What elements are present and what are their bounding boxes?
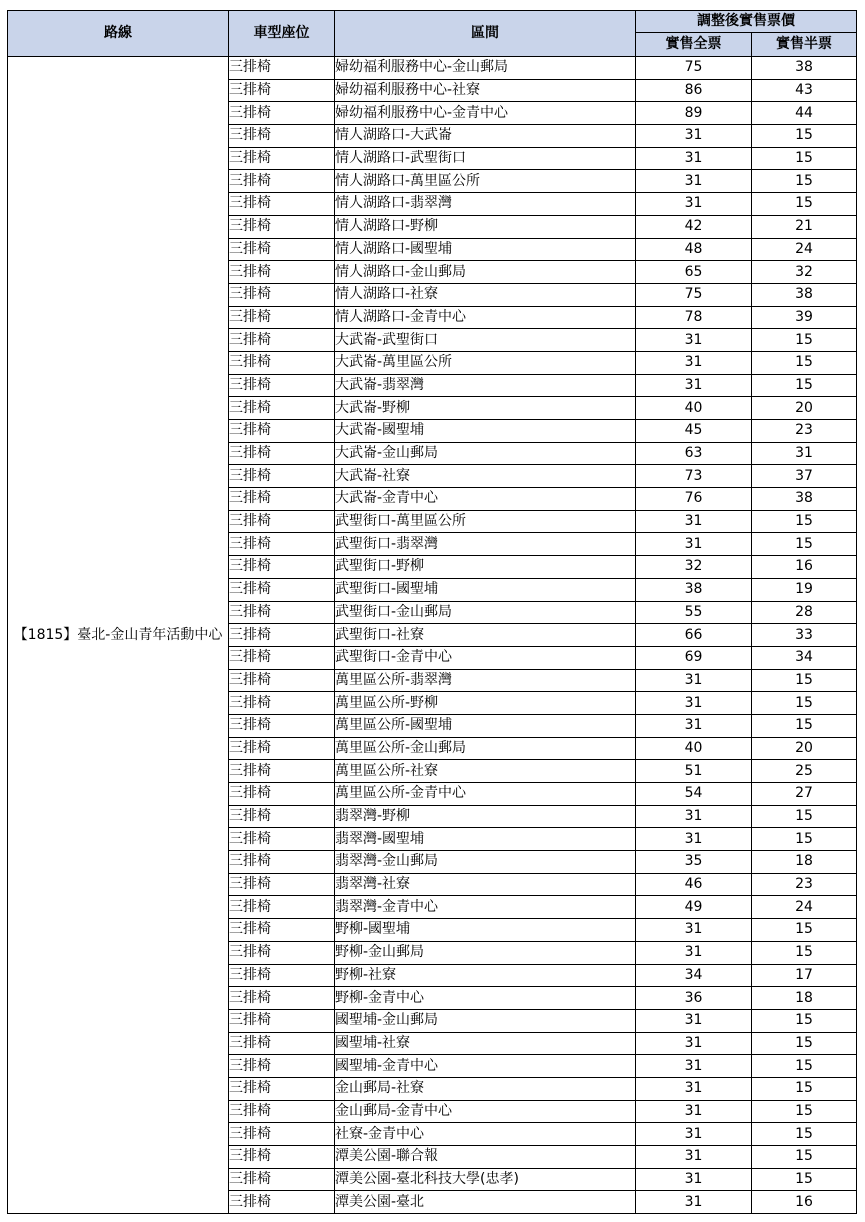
section-cell: 情人湖路口-國聖埔 [335, 238, 636, 261]
section-cell: 大武崙-萬里區公所 [335, 351, 636, 374]
section-cell: 情人湖路口-萬里區公所 [335, 170, 636, 193]
seat-type-cell: 三排椅 [229, 692, 335, 715]
section-cell: 大武崙-國聖埔 [335, 420, 636, 443]
half-fare-cell: 15 [752, 941, 857, 964]
full-fare-header: 實售全票 [636, 33, 752, 57]
section-cell: 武聖街口-翡翠灣 [335, 533, 636, 556]
half-fare-cell: 38 [752, 57, 857, 80]
seat-type-cell: 三排椅 [229, 578, 335, 601]
full-fare-cell: 36 [636, 987, 752, 1010]
full-fare-cell: 31 [636, 533, 752, 556]
full-fare-cell: 49 [636, 896, 752, 919]
full-fare-cell: 31 [636, 1009, 752, 1032]
full-fare-cell: 48 [636, 238, 752, 261]
seat-type-cell: 三排椅 [229, 987, 335, 1010]
half-fare-cell: 15 [752, 1077, 857, 1100]
seat-type-cell: 三排椅 [229, 488, 335, 511]
full-fare-cell: 32 [636, 556, 752, 579]
half-fare-cell: 20 [752, 737, 857, 760]
seat-type-cell: 三排椅 [229, 193, 335, 216]
section-cell: 國聖埔-金青中心 [335, 1055, 636, 1078]
half-fare-cell: 15 [752, 170, 857, 193]
seat-type-cell: 三排椅 [229, 283, 335, 306]
half-fare-cell: 21 [752, 215, 857, 238]
seat-type-cell: 三排椅 [229, 919, 335, 942]
section-cell: 野柳-國聖埔 [335, 919, 636, 942]
half-fare-cell: 15 [752, 805, 857, 828]
full-fare-cell: 78 [636, 306, 752, 329]
half-fare-cell: 44 [752, 102, 857, 125]
full-fare-cell: 38 [636, 578, 752, 601]
half-fare-cell: 15 [752, 1168, 857, 1191]
half-fare-cell: 23 [752, 420, 857, 443]
section-cell: 翡翠灣-社寮 [335, 873, 636, 896]
seat-type-cell: 三排椅 [229, 805, 335, 828]
half-fare-cell: 43 [752, 79, 857, 102]
section-header: 區間 [335, 11, 636, 57]
seat-type-cell: 三排椅 [229, 714, 335, 737]
full-fare-cell: 31 [636, 193, 752, 216]
section-cell: 情人湖路口-大武崙 [335, 125, 636, 148]
seat-type-cell: 三排椅 [229, 1168, 335, 1191]
half-fare-cell: 15 [752, 125, 857, 148]
full-fare-cell: 31 [636, 1055, 752, 1078]
seat-type-cell: 三排椅 [229, 556, 335, 579]
full-fare-cell: 31 [636, 351, 752, 374]
half-fare-cell: 38 [752, 488, 857, 511]
seat-type-cell: 三排椅 [229, 1032, 335, 1055]
full-fare-cell: 31 [636, 941, 752, 964]
full-fare-cell: 40 [636, 737, 752, 760]
section-cell: 大武崙-野柳 [335, 397, 636, 420]
seat-type-cell: 三排椅 [229, 79, 335, 102]
route-name-cell: 【1815】臺北-金山青年活動中心 [8, 57, 229, 1214]
seat-type-cell: 三排椅 [229, 102, 335, 125]
section-cell: 大武崙-金青中心 [335, 488, 636, 511]
full-fare-cell: 31 [636, 147, 752, 170]
full-fare-cell: 31 [636, 170, 752, 193]
seat-type-header: 車型座位 [229, 11, 335, 57]
full-fare-cell: 31 [636, 828, 752, 851]
seat-type-cell: 三排椅 [229, 57, 335, 80]
seat-type-cell: 三排椅 [229, 1055, 335, 1078]
full-fare-cell: 31 [636, 919, 752, 942]
full-fare-cell: 86 [636, 79, 752, 102]
full-fare-cell: 31 [636, 1191, 752, 1214]
half-fare-cell: 15 [752, 193, 857, 216]
section-cell: 大武崙-社寮 [335, 465, 636, 488]
half-fare-cell: 15 [752, 147, 857, 170]
full-fare-cell: 76 [636, 488, 752, 511]
half-fare-cell: 15 [752, 374, 857, 397]
full-fare-cell: 42 [636, 215, 752, 238]
section-cell: 翡翠灣-金山郵局 [335, 851, 636, 874]
half-fare-cell: 16 [752, 556, 857, 579]
half-fare-cell: 15 [752, 1009, 857, 1032]
full-fare-cell: 75 [636, 57, 752, 80]
seat-type-cell: 三排椅 [229, 851, 335, 874]
half-fare-cell: 15 [752, 510, 857, 533]
half-fare-cell: 18 [752, 987, 857, 1010]
seat-type-cell: 三排椅 [229, 442, 335, 465]
full-fare-cell: 31 [636, 1123, 752, 1146]
full-fare-cell: 69 [636, 646, 752, 669]
section-cell: 武聖街口-野柳 [335, 556, 636, 579]
seat-type-cell: 三排椅 [229, 669, 335, 692]
seat-type-cell: 三排椅 [229, 170, 335, 193]
seat-type-cell: 三排椅 [229, 624, 335, 647]
table-body [8, 57, 857, 1214]
adjusted-fare-header: 調整後實售票價 [636, 11, 857, 33]
section-cell: 大武崙-武聖街口 [335, 329, 636, 352]
half-fare-cell: 31 [752, 442, 857, 465]
full-fare-cell: 31 [636, 1077, 752, 1100]
section-cell: 大武崙-金山郵局 [335, 442, 636, 465]
section-cell: 翡翠灣-野柳 [335, 805, 636, 828]
half-fare-cell: 15 [752, 714, 857, 737]
full-fare-cell: 31 [636, 125, 752, 148]
full-fare-cell: 34 [636, 964, 752, 987]
full-fare-cell: 75 [636, 283, 752, 306]
half-fare-cell: 38 [752, 283, 857, 306]
section-cell: 武聖街口-萬里區公所 [335, 510, 636, 533]
section-cell: 情人湖路口-金青中心 [335, 306, 636, 329]
section-cell: 潭美公園-臺北 [335, 1191, 636, 1214]
section-cell: 萬里區公所-翡翠灣 [335, 669, 636, 692]
seat-type-cell: 三排椅 [229, 896, 335, 919]
full-fare-cell: 31 [636, 1168, 752, 1191]
half-fare-cell: 25 [752, 760, 857, 783]
seat-type-cell: 三排椅 [229, 374, 335, 397]
section-cell: 萬里區公所-金青中心 [335, 783, 636, 806]
full-fare-cell: 31 [636, 510, 752, 533]
seat-type-cell: 三排椅 [229, 1123, 335, 1146]
half-fare-cell: 20 [752, 397, 857, 420]
full-fare-cell: 73 [636, 465, 752, 488]
half-fare-cell: 28 [752, 601, 857, 624]
section-cell: 萬里區公所-國聖埔 [335, 714, 636, 737]
full-fare-cell: 51 [636, 760, 752, 783]
route-header: 路線 [8, 11, 229, 57]
half-fare-cell: 34 [752, 646, 857, 669]
seat-type-cell: 三排椅 [229, 1100, 335, 1123]
section-cell: 萬里區公所-野柳 [335, 692, 636, 715]
section-cell: 潭美公園-臺北科技大學(忠孝) [335, 1168, 636, 1191]
section-cell: 武聖街口-金青中心 [335, 646, 636, 669]
seat-type-cell: 三排椅 [229, 1009, 335, 1032]
half-fare-cell: 24 [752, 238, 857, 261]
half-fare-cell: 16 [752, 1191, 857, 1214]
full-fare-cell: 31 [636, 692, 752, 715]
seat-type-cell: 三排椅 [229, 329, 335, 352]
half-fare-cell: 15 [752, 919, 857, 942]
half-fare-cell: 15 [752, 329, 857, 352]
section-cell: 大武崙-翡翠灣 [335, 374, 636, 397]
section-cell: 潭美公園-聯合報 [335, 1146, 636, 1169]
seat-type-cell: 三排椅 [229, 737, 335, 760]
section-cell: 婦幼福利服務中心-金青中心 [335, 102, 636, 125]
half-fare-cell: 17 [752, 964, 857, 987]
half-fare-cell: 15 [752, 1032, 857, 1055]
seat-type-cell: 三排椅 [229, 397, 335, 420]
section-cell: 野柳-金青中心 [335, 987, 636, 1010]
full-fare-cell: 66 [636, 624, 752, 647]
half-fare-cell: 39 [752, 306, 857, 329]
seat-type-cell: 三排椅 [229, 601, 335, 624]
section-cell: 國聖埔-金山郵局 [335, 1009, 636, 1032]
half-fare-cell: 15 [752, 1123, 857, 1146]
seat-type-cell: 三排椅 [229, 873, 335, 896]
full-fare-cell: 31 [636, 374, 752, 397]
half-fare-cell: 24 [752, 896, 857, 919]
full-fare-cell: 55 [636, 601, 752, 624]
seat-type-cell: 三排椅 [229, 964, 335, 987]
seat-type-cell: 三排椅 [229, 306, 335, 329]
half-fare-cell: 15 [752, 1146, 857, 1169]
half-fare-cell: 37 [752, 465, 857, 488]
full-fare-cell: 45 [636, 420, 752, 443]
half-fare-cell: 15 [752, 1100, 857, 1123]
full-fare-cell: 65 [636, 261, 752, 284]
half-fare-cell: 15 [752, 351, 857, 374]
section-cell: 情人湖路口-野柳 [335, 215, 636, 238]
half-fare-cell: 15 [752, 692, 857, 715]
half-fare-cell: 15 [752, 533, 857, 556]
section-cell: 萬里區公所-社寮 [335, 760, 636, 783]
seat-type-cell: 三排椅 [229, 238, 335, 261]
fare-table [7, 10, 857, 1214]
section-cell: 野柳-社寮 [335, 964, 636, 987]
half-fare-cell: 32 [752, 261, 857, 284]
half-fare-cell: 15 [752, 1055, 857, 1078]
seat-type-cell: 三排椅 [229, 261, 335, 284]
section-cell: 武聖街口-金山郵局 [335, 601, 636, 624]
full-fare-cell: 40 [636, 397, 752, 420]
seat-type-cell: 三排椅 [229, 510, 335, 533]
section-cell: 婦幼福利服務中心-社寮 [335, 79, 636, 102]
section-cell: 情人湖路口-翡翠灣 [335, 193, 636, 216]
half-fare-cell: 23 [752, 873, 857, 896]
section-cell: 武聖街口-國聖埔 [335, 578, 636, 601]
section-cell: 金山郵局-社寮 [335, 1077, 636, 1100]
half-fare-cell: 33 [752, 624, 857, 647]
full-fare-cell: 35 [636, 851, 752, 874]
section-cell: 情人湖路口-社寮 [335, 283, 636, 306]
seat-type-cell: 三排椅 [229, 941, 335, 964]
table-row [8, 57, 857, 80]
section-cell: 國聖埔-社寮 [335, 1032, 636, 1055]
full-fare-cell: 31 [636, 805, 752, 828]
section-cell: 社寮-金青中心 [335, 1123, 636, 1146]
seat-type-cell: 三排椅 [229, 783, 335, 806]
full-fare-cell: 63 [636, 442, 752, 465]
seat-type-cell: 三排椅 [229, 828, 335, 851]
section-cell: 萬里區公所-金山郵局 [335, 737, 636, 760]
seat-type-cell: 三排椅 [229, 147, 335, 170]
seat-type-cell: 三排椅 [229, 533, 335, 556]
half-fare-cell: 18 [752, 851, 857, 874]
seat-type-cell: 三排椅 [229, 760, 335, 783]
section-cell: 翡翠灣-國聖埔 [335, 828, 636, 851]
seat-type-cell: 三排椅 [229, 465, 335, 488]
seat-type-cell: 三排椅 [229, 125, 335, 148]
section-cell: 武聖街口-社寮 [335, 624, 636, 647]
seat-type-cell: 三排椅 [229, 351, 335, 374]
section-cell: 婦幼福利服務中心-金山郵局 [335, 57, 636, 80]
full-fare-cell: 31 [636, 1032, 752, 1055]
half-fare-cell: 27 [752, 783, 857, 806]
section-cell: 野柳-金山郵局 [335, 941, 636, 964]
header-row [8, 11, 857, 33]
seat-type-cell: 三排椅 [229, 215, 335, 238]
seat-type-cell: 三排椅 [229, 1146, 335, 1169]
seat-type-cell: 三排椅 [229, 420, 335, 443]
full-fare-cell: 89 [636, 102, 752, 125]
seat-type-cell: 三排椅 [229, 1191, 335, 1214]
full-fare-cell: 31 [636, 669, 752, 692]
seat-type-cell: 三排椅 [229, 1077, 335, 1100]
section-cell: 金山郵局-金青中心 [335, 1100, 636, 1123]
table-header [8, 11, 857, 57]
full-fare-cell: 31 [636, 1100, 752, 1123]
full-fare-cell: 31 [636, 1146, 752, 1169]
full-fare-cell: 46 [636, 873, 752, 896]
section-cell: 翡翠灣-金青中心 [335, 896, 636, 919]
half-fare-header: 實售半票 [752, 33, 857, 57]
seat-type-cell: 三排椅 [229, 646, 335, 669]
section-cell: 情人湖路口-武聖街口 [335, 147, 636, 170]
full-fare-cell: 54 [636, 783, 752, 806]
full-fare-cell: 31 [636, 329, 752, 352]
section-cell: 情人湖路口-金山郵局 [335, 261, 636, 284]
half-fare-cell: 19 [752, 578, 857, 601]
half-fare-cell: 15 [752, 669, 857, 692]
half-fare-cell: 15 [752, 828, 857, 851]
full-fare-cell: 31 [636, 714, 752, 737]
